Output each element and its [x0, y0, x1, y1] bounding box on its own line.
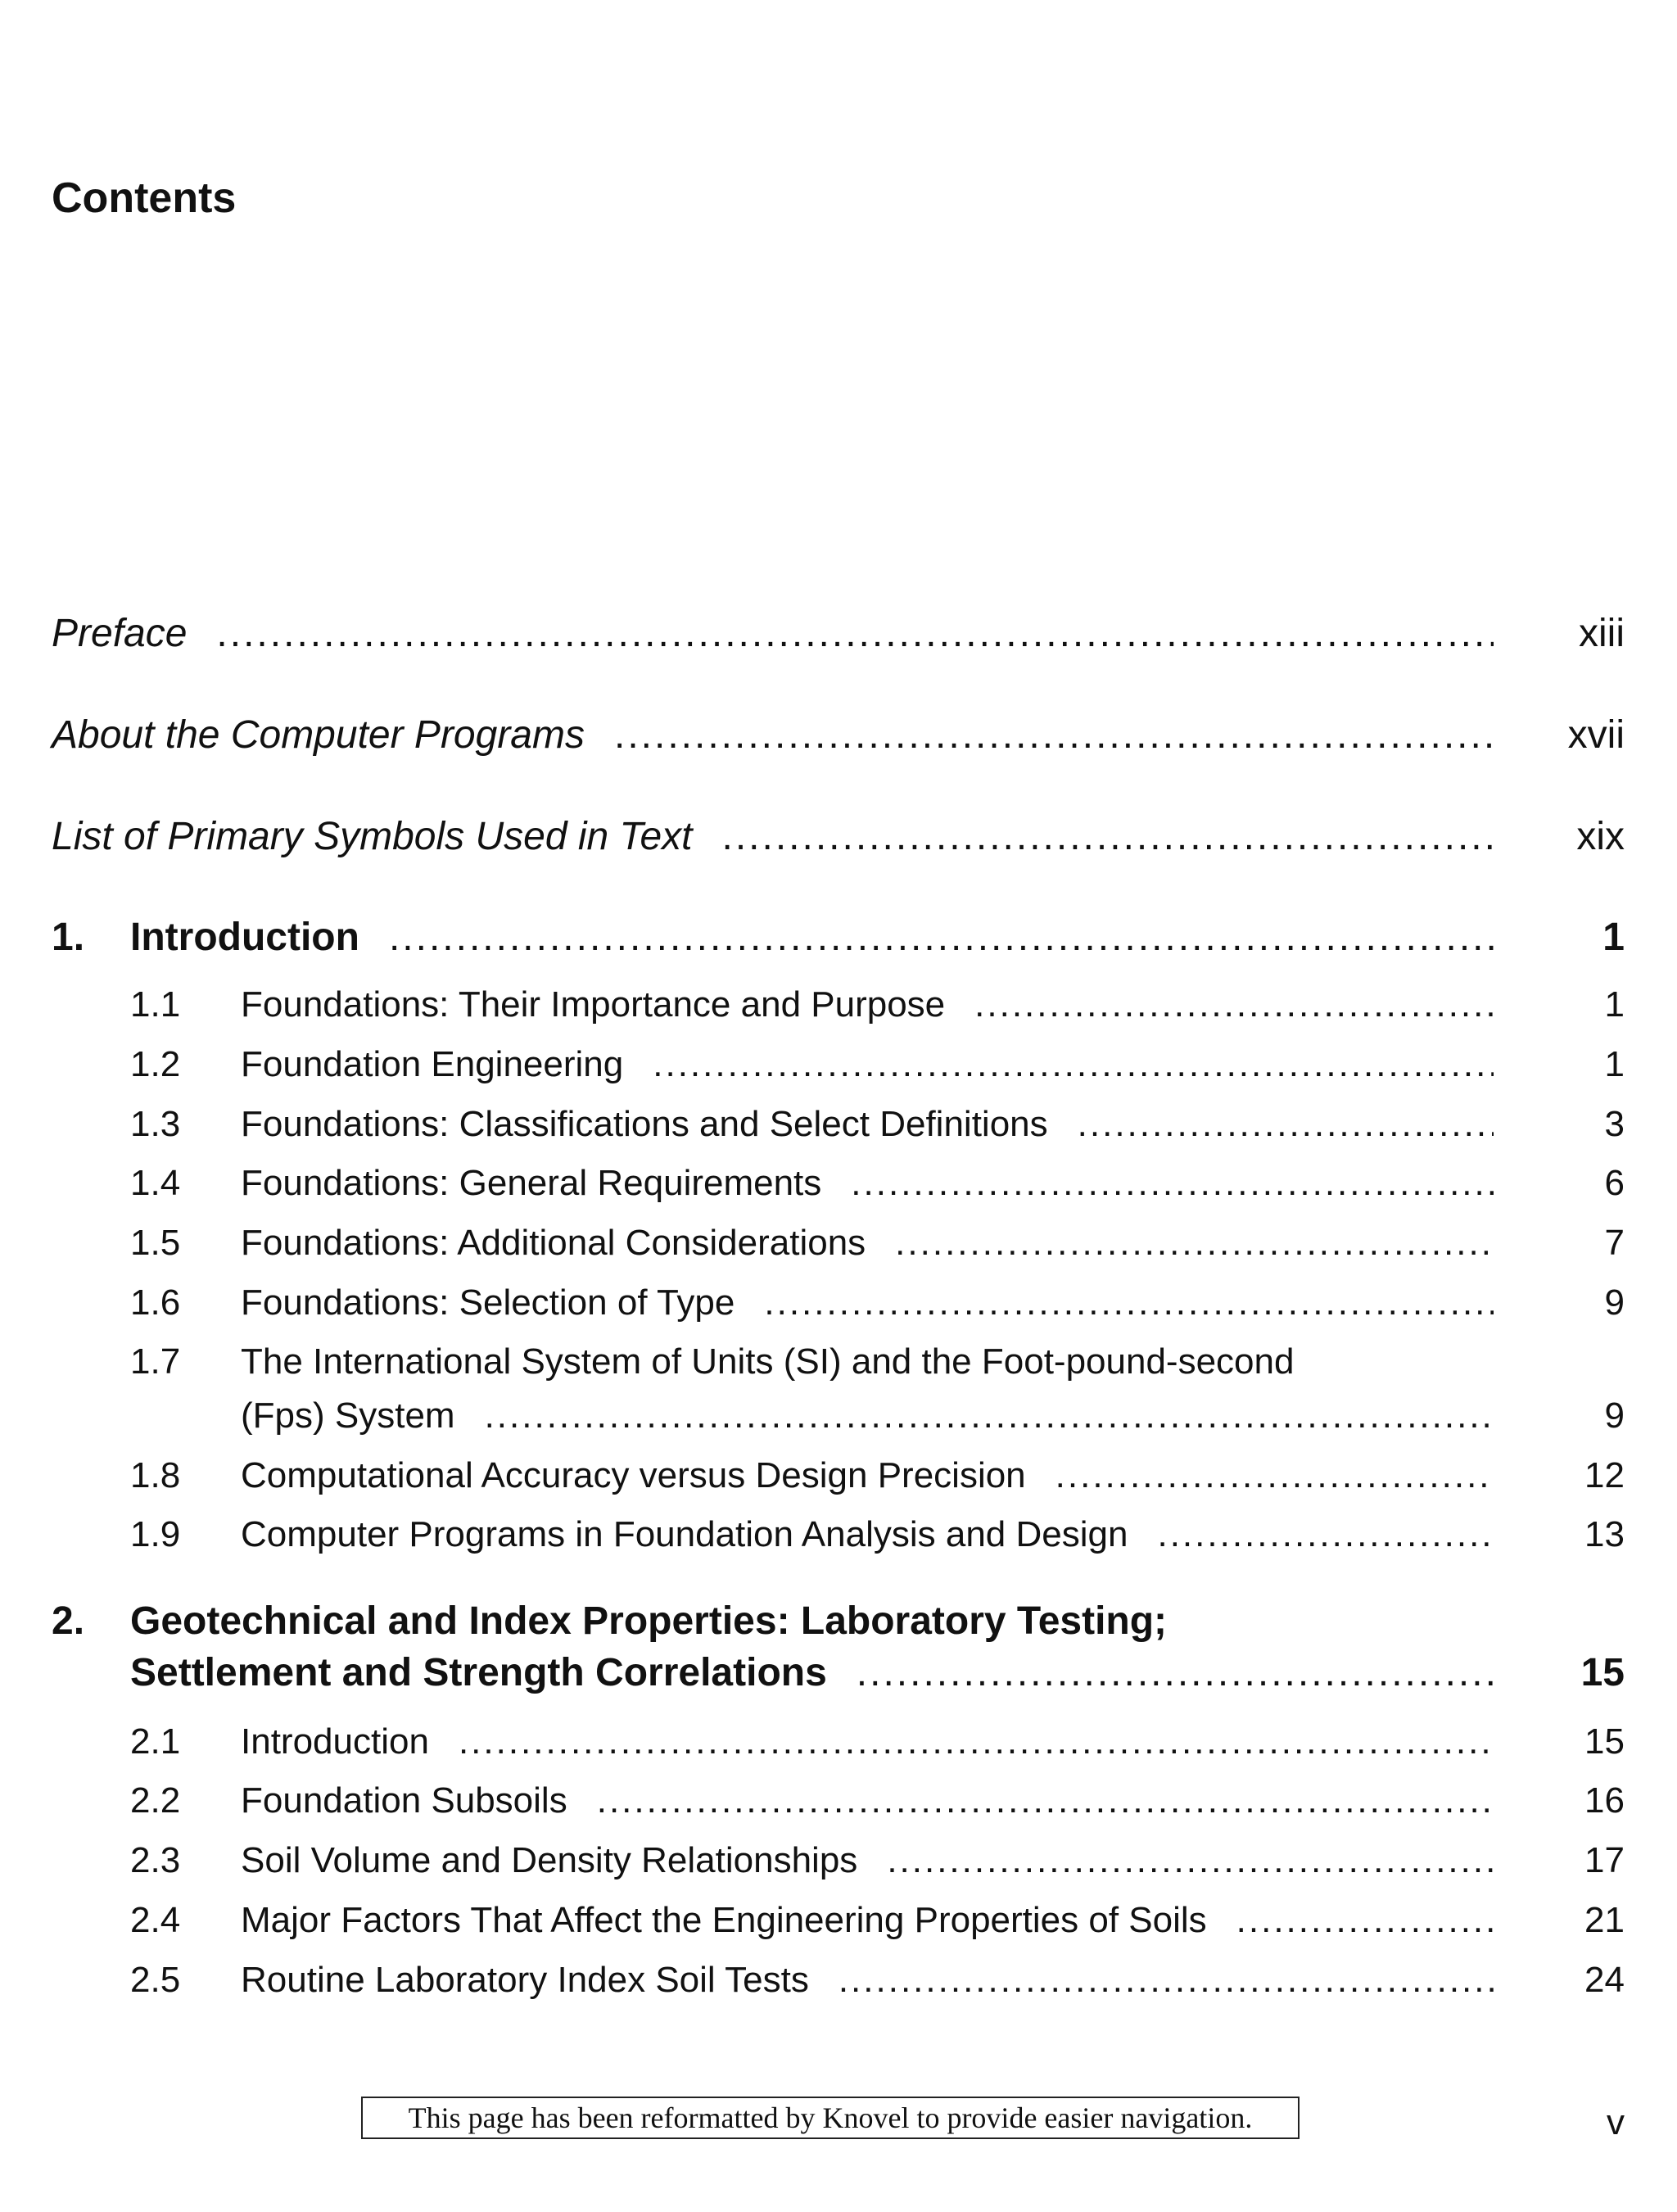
- section-title: Foundations: Their Importance and Purpose: [241, 984, 946, 1025]
- section-number: 1.3: [130, 1104, 181, 1144]
- chapter-title: Introduction: [130, 916, 359, 959]
- dot-leader: [614, 712, 1494, 758]
- section-page: 12: [1584, 1455, 1625, 1495]
- section-title-line1: The International System of Units (SI) and the Foot-pound-second: [241, 1341, 1295, 1382]
- section-number: 2.5: [130, 1960, 181, 2000]
- section-number: 1.1: [130, 984, 181, 1025]
- toc-entry-page: xvii: [1567, 713, 1625, 757]
- section-page: 1: [1604, 1044, 1625, 1084]
- section-number: 1.6: [130, 1282, 181, 1323]
- section-number: 2.1: [130, 1721, 181, 1762]
- dot-leader: [485, 1396, 1494, 1436]
- chapter-title: Settlement and Strength Correlations: [130, 1651, 827, 1694]
- section-page: 24: [1584, 1960, 1625, 2000]
- section-page: 9: [1604, 1396, 1625, 1436]
- dot-leader: [974, 984, 1494, 1025]
- section-title: Foundations: Additional Considerations: [241, 1223, 866, 1263]
- section-title: Major Factors That Affect the Engineering Properties of Soils: [241, 1900, 1207, 1940]
- section-title: Foundations: General Requirements: [241, 1163, 822, 1203]
- section-title: Foundations: Selection of Type: [241, 1282, 735, 1323]
- section-page: 3: [1604, 1104, 1625, 1144]
- dot-leader: [851, 1163, 1494, 1204]
- page-title: Contents: [52, 174, 237, 222]
- section-page: 7: [1604, 1223, 1625, 1263]
- section-number: 1.7: [130, 1341, 181, 1382]
- dot-leader: [1157, 1514, 1494, 1555]
- chapter-number: 1.: [52, 916, 85, 959]
- dot-leader: [887, 1840, 1494, 1881]
- toc-entry-title: About the Computer Programs: [52, 713, 585, 757]
- section-page: 15: [1584, 1721, 1625, 1762]
- section-page: 16: [1584, 1780, 1625, 1821]
- section-number: 2.4: [130, 1900, 181, 1940]
- toc-entry-title: Preface: [52, 612, 188, 655]
- section-number: 1.9: [130, 1514, 181, 1554]
- dot-leader: [764, 1282, 1494, 1323]
- toc-entry-page: xiii: [1579, 612, 1625, 655]
- section-page: 9: [1604, 1282, 1625, 1323]
- chapter-title-line1: Geotechnical and Index Properties: Laboratory Testing;: [130, 1599, 1168, 1643]
- section-title: Foundations: Classifications and Select Definitions: [241, 1104, 1048, 1144]
- dot-leader: [459, 1721, 1494, 1762]
- section-page: 13: [1584, 1514, 1625, 1554]
- section-number: 1.2: [130, 1044, 181, 1084]
- knovel-notice: This page has been reformatted by Knovel to provide easier navigation.: [361, 2097, 1300, 2139]
- section-number: 2.3: [130, 1840, 181, 1880]
- section-title: Computational Accuracy versus Design Precision: [241, 1455, 1026, 1495]
- section-page: 6: [1604, 1163, 1625, 1203]
- section-title: Computer Programs in Foundation Analysis and Design: [241, 1514, 1128, 1554]
- toc-entry-title: List of Primary Symbols Used in Text: [52, 815, 693, 858]
- chapter-page: 1: [1602, 916, 1625, 959]
- dot-leader: [216, 611, 1494, 656]
- section-title: Foundation Subsoils: [241, 1780, 567, 1821]
- section-title: Foundation Engineering: [241, 1044, 624, 1084]
- section-number: 1.8: [130, 1455, 181, 1495]
- dot-leader: [653, 1044, 1494, 1085]
- section-number: 2.2: [130, 1780, 181, 1821]
- section-title: Soil Volume and Density Relationships: [241, 1840, 858, 1880]
- section-page: 1: [1604, 984, 1625, 1025]
- section-number: 1.5: [130, 1223, 181, 1263]
- section-number: 1.4: [130, 1163, 181, 1203]
- section-title: (Fps) System: [241, 1396, 455, 1436]
- section-page: 21: [1584, 1900, 1625, 1940]
- dot-leader: [721, 814, 1494, 859]
- dot-leader: [838, 1960, 1494, 2001]
- dot-leader: [1055, 1455, 1494, 1496]
- dot-leader: [1236, 1900, 1494, 1941]
- dot-leader: [857, 1650, 1494, 1695]
- page-number: v: [1607, 2102, 1625, 2142]
- section-page: 17: [1584, 1840, 1625, 1880]
- dot-leader: [1078, 1104, 1494, 1145]
- toc-entry-page: xix: [1576, 815, 1625, 858]
- dot-leader: [895, 1223, 1494, 1264]
- dot-leader: [389, 915, 1494, 960]
- chapter-page: 15: [1580, 1651, 1625, 1694]
- section-title: Introduction: [241, 1721, 429, 1762]
- section-title: Routine Laboratory Index Soil Tests: [241, 1960, 809, 2000]
- dot-leader: [597, 1780, 1494, 1821]
- chapter-number: 2.: [52, 1599, 85, 1643]
